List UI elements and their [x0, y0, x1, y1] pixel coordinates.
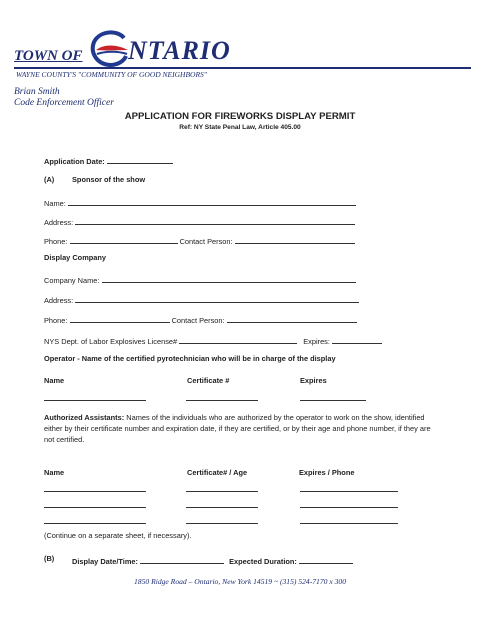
license-field[interactable] — [179, 334, 297, 344]
sponsor-contact-field[interactable] — [235, 234, 355, 244]
ontario-logo-icon — [88, 28, 132, 68]
header-rule — [14, 67, 471, 69]
company-name-field[interactable] — [102, 273, 356, 283]
assistant-3-certificate-field[interactable] — [186, 523, 258, 524]
company-phone-label: Phone: — [44, 316, 68, 325]
assistant-2-name-field[interactable] — [44, 507, 146, 508]
officer-name: Brian Smith — [14, 87, 60, 97]
company-phone-field[interactable] — [70, 313, 170, 323]
display-date-label: Display Date/Time: — [72, 557, 138, 566]
form-reference: Ref: NY State Penal Law, Article 405.00 — [179, 124, 301, 131]
expected-duration-label: Expected Duration: — [229, 557, 297, 566]
continue-note: (Continue on a separate sheet, if necessary). — [44, 531, 192, 540]
company-name-label: Company Name: — [44, 276, 100, 285]
section-b-letter: (B) — [44, 554, 55, 563]
operator-col-name: Name — [44, 376, 65, 385]
company-contact-label: Contact Person: — [171, 316, 225, 325]
sponsor-phone-label: Phone: — [44, 237, 68, 246]
sponsor-address-field[interactable] — [75, 215, 355, 225]
company-contact-field[interactable] — [227, 313, 357, 323]
display-company-heading: Display Company — [44, 253, 107, 262]
section-a-label: Sponsor of the show — [72, 175, 146, 184]
sponsor-phone-row — [44, 234, 355, 246]
town-motto: WAYNE COUNTY'S "COMMUNITY OF GOOD NEIGHBORS" — [16, 70, 207, 79]
assistants-col-certificate: Certificate# / Age — [187, 468, 248, 477]
assistants-text: Names of the individuals who are authorized by the operator to work on the show, identified either by their certificate number and expiration date, if they are certified, or by their age and phone number, if they are not certified. — [44, 413, 431, 444]
assistant-1-name-field[interactable] — [44, 491, 146, 492]
section-b-row — [72, 554, 353, 566]
company-address-row — [44, 293, 359, 305]
company-address-field[interactable] — [75, 293, 359, 303]
operator-col-expires: Expires — [300, 376, 327, 385]
sponsor-name-label: Name: — [44, 199, 66, 208]
assistant-2-expires-field[interactable] — [300, 507, 398, 508]
footer-address: 1850 Ridge Road – Ontario, New York 14519 ~ (315) 524-7170 x 300 — [133, 577, 346, 586]
assistant-3-expires-field[interactable] — [300, 523, 398, 524]
company-name-row — [44, 273, 356, 285]
license-label: NYS Dept. of Labor Explosives License# — [44, 337, 178, 346]
assistants-label: Authorized Assistants: — [44, 413, 125, 422]
application-date-label: Application Date: — [44, 157, 105, 166]
license-expires-label: Expires: — [303, 337, 330, 346]
company-address-label: Address: — [44, 296, 74, 305]
display-date-field[interactable] — [140, 554, 224, 564]
form-title: APPLICATION FOR FIREWORKS DISPLAY PERMIT — [124, 111, 356, 122]
town-of-label: TOWN OF — [14, 48, 83, 64]
application-date-row — [44, 154, 173, 166]
assistants-col-name: Name — [44, 468, 65, 477]
operator-col-certificate: Certificate # — [187, 376, 230, 385]
expected-duration-field[interactable] — [299, 554, 353, 564]
sponsor-address-row — [44, 215, 355, 227]
sponsor-contact-label: Contact Person: — [179, 237, 233, 246]
assistant-1-expires-field[interactable] — [300, 491, 398, 492]
operator-name-field[interactable] — [44, 400, 146, 401]
section-a-letter: (A) — [44, 175, 55, 184]
officer-title: Code Enforcement Officer — [14, 98, 114, 108]
license-row — [44, 334, 382, 346]
sponsor-name-field[interactable] — [68, 196, 356, 206]
application-date-field[interactable] — [107, 154, 173, 164]
operator-expires-field[interactable] — [300, 400, 366, 401]
sponsor-name-row — [44, 196, 356, 208]
sponsor-phone-field[interactable] — [70, 234, 178, 244]
assistant-2-certificate-field[interactable] — [186, 507, 258, 508]
operator-heading: Operator - Name of the certified pyrotechnician who will be in charge of the display — [44, 354, 336, 363]
assistant-1-certificate-field[interactable] — [186, 491, 258, 492]
ontario-logo-text: NTARIO — [128, 36, 231, 65]
company-phone-row — [44, 313, 357, 325]
assistants-col-expires: Expires / Phone — [299, 468, 355, 477]
sponsor-address-label: Address: — [44, 218, 74, 227]
assistant-3-name-field[interactable] — [44, 523, 146, 524]
license-expires-field[interactable] — [332, 334, 382, 344]
assistants-paragraph — [44, 412, 442, 445]
operator-certificate-field[interactable] — [186, 400, 258, 401]
